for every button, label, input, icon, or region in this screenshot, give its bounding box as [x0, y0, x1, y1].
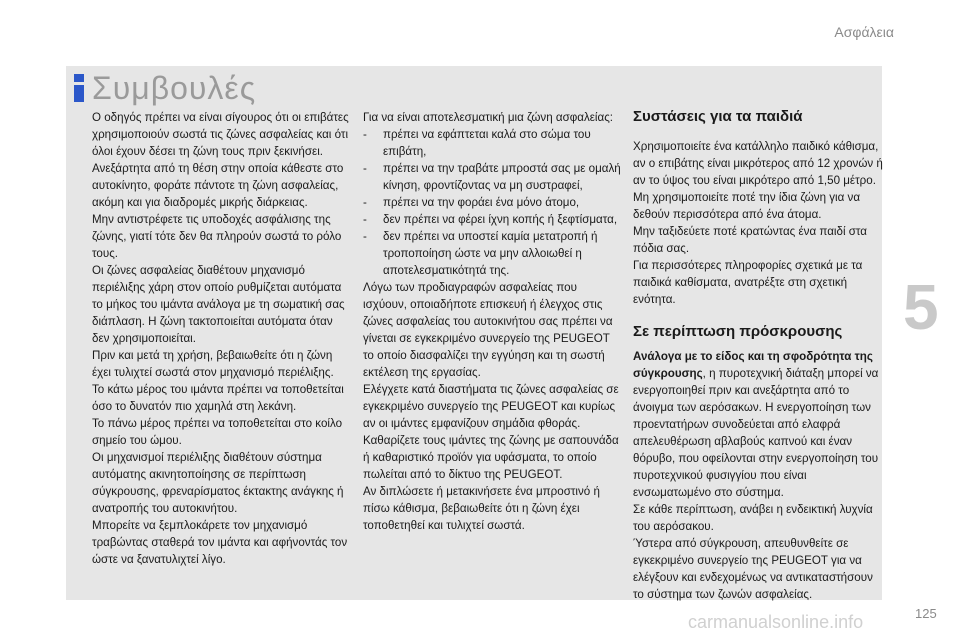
paragraph: Οι ζώνες ασφαλείας διαθέτουν μηχανισμό περιέλιξης χάρη στον οποίο ρυθμίζεται αυτόματα το μήκος του ιμάντα ανάλογα με τη σωματική σας διάπλαση. Η ζώνη τακτοποιείται αυτόματα όταν δεν χρησιμοποιείται. [92, 264, 345, 345]
list-item: - πρέπει να την φοράει ένα μόνο άτομο, [363, 196, 580, 209]
paragraph [633, 348, 883, 501]
paragraph: Αν διπλώσετε ή μετακινήσετε ένα μπροστινό ή πίσω κάθισμα, βεβαιωθείτε ότι η ζώνη έχει τοποθετηθεί και τυλιχτεί σωστά. [363, 485, 600, 532]
lead-rest: , η πυροτεχνική διάταξη μπορεί να ενεργοποιηθεί πριν και ανεξάρτητα από το άνοιγμα των αερόσακων. Η ενεργοποίηση των προεντατήρων συνοδεύεται από ελαφρά απελευθέρωση αβλαβούς καπνού και έναν θόρυβο, που οφείλονται στην ενεργοποίηση του πυροτεχνικού φυσιγγίου που είναι ενσωματωμένο στο σύστημα. [633, 367, 879, 499]
column-3-collision [633, 348, 883, 603]
collision-heading: Σε περίπτωση πρόσκρουσης [633, 323, 843, 340]
paragraph: Μην ταξιδεύετε ποτέ κρατώντας ένα παιδί στα πόδια σας. [633, 225, 868, 255]
list-item: - δεν πρέπει να φέρει ίχνη κοπής ή ξεφτίσματα, [363, 213, 618, 226]
paragraph: Ελέγχετε κατά διαστήματα τις ζώνες ασφαλείας σε εγκεκριμένο συνεργείο της PEUGEOT και κυρίως αν οι ιμάντες εμφανίζουν σημάδια φθοράς. [363, 383, 619, 430]
chapter-number: 5 [903, 271, 939, 343]
page-title: Συμβουλές [92, 70, 257, 106]
watermark: carmanualsonline.info [688, 612, 864, 632]
paragraph: Μπορείτε να ξεμπλοκάρετε τον μηχανισμό τραβώντας σταθερά τον ιμάντα και αφήνοντάς τον ώστε να ξανατυλιχτεί λίγο. [92, 519, 348, 566]
list-item: - πρέπει να εφάπτεται καλά στο σώμα του επιβάτη, [363, 128, 591, 158]
paragraph: Το κάτω μέρος του ιμάντα πρέπει να τοποθετείται όσο το δυνατόν πιο χαμηλά στη λεκάνη. [92, 383, 344, 413]
paragraph: Σε κάθε περίπτωση, ανάβει η ενδεικτική λυχνία του αερόσακου. [633, 503, 873, 533]
list-intro: Για να είναι αποτελεσματική μια ζώνη ασφαλείας: [363, 111, 614, 124]
list-item: - πρέπει να την τραβάτε μπροστά σας με ομαλή κίνηση, φροντίζοντας να μη συστραφεί, [363, 162, 621, 192]
bold-lead: Ανάλογα με το είδος και τη σφοδρότητα της σύγκρουσης [633, 350, 873, 380]
paragraph: Μη χρησιμοποιείτε ποτέ την ίδια ζώνη για να δεθούν περισσότερα από ένα άτομα. [633, 191, 861, 221]
children-heading: Συστάσεις για τα παιδιά [633, 108, 803, 125]
column-3-children [633, 138, 883, 308]
paragraph: Ανεξάρτητα από τη θέση στην οποία κάθεστε στο αυτοκίνητο, φοράτε πάντοτε τη ζώνη ασφαλείας, ακόμη και για διαδρομές μικρής διάρκειας. [92, 162, 344, 209]
page-number: 125 [915, 606, 937, 621]
paragraph: Λόγω των προδιαγραφών ασφαλείας που ισχύουν, οποιαδήποτε επισκευή ή έλεγχος στις ζώνες ασφαλείας του αυτοκινήτου σας πρέπει να γίνεται σε εγκεκριμένο συνεργείο της PEUGEOT το οποίο διασφαλίζει την εγγύηση και τη σωστή εκτέλεση της εργασίας. [363, 281, 613, 379]
list-item: - δεν πρέπει να υποστεί καμία μετατροπή ή τροποποίηση ώστε να μην αλλοιωθεί η αποτελεσματικότητά της. [363, 230, 598, 277]
info-icon [72, 74, 86, 102]
paragraph: Μην αντιστρέφετε τις υποδοχές ασφάλισης της ζώνης, γιατί τότε δεν θα πληρούν σωστά το ρόλο τους. [92, 213, 342, 260]
paragraph: Χρησιμοποιείτε ένα κατάλληλο παιδικό κάθισμα, αν ο επιβάτης είναι μικρότερος από 12 χρονών ή αν το ύψος του είναι μικρότερο από 1,50 μέτρο. [633, 140, 883, 187]
column-2 [363, 109, 623, 534]
paragraph: Το πάνω μέρος πρέπει να τοποθετείται στο κοίλο σημείο του ώμου. [92, 417, 343, 447]
requirements-list [363, 126, 623, 279]
paragraph: Οι μηχανισμοί περιέλιξης διαθέτουν σύστημα αυτόματης ακινητοποίησης σε περίπτωση σύγκρουσης, φρεναρίσματος έκτακτης ανάγκης ή ανατροπής του αυτοκινήτου. [92, 451, 344, 515]
paragraph: Για περισσότερες πληροφορίες σχετικά με τα παιδικά καθίσματα, ανατρέξτε στη σχετική ενότητα. [633, 259, 863, 306]
paragraph: Ύστερα από σύγκρουση, απευθυνθείτε σε εγκεκριμένο συνεργείο της PEUGEOT για να ελέγξουν και ενδεχομένως να αντικαταστήσουν το σύστημα των ζωνών ασφαλείας. [633, 537, 873, 601]
column-1 [92, 109, 350, 568]
paragraph: Πριν και μετά τη χρήση, βεβαιωθείτε ότι η ζώνη έχει τυλιχτεί σωστά στον μηχανισμό περιέλιξης. [92, 349, 334, 379]
section-title: Ασφάλεια [834, 24, 894, 40]
paragraph: Καθαρίζετε τους ιμάντες της ζώνης με σαπουνάδα ή καθαριστικό προϊόν για υφάσματα, το οποίο πωλείται από το δίκτυο της PEUGEOT. [363, 434, 619, 481]
paragraph: Ο οδηγός πρέπει να είναι σίγουρος ότι οι επιβάτες χρησιμοποιούν σωστά τις ζώνες ασφαλείας και ότι όλοι έχουν δέσει τη ζώνη τους πριν ξεκινήσει. [92, 111, 349, 158]
